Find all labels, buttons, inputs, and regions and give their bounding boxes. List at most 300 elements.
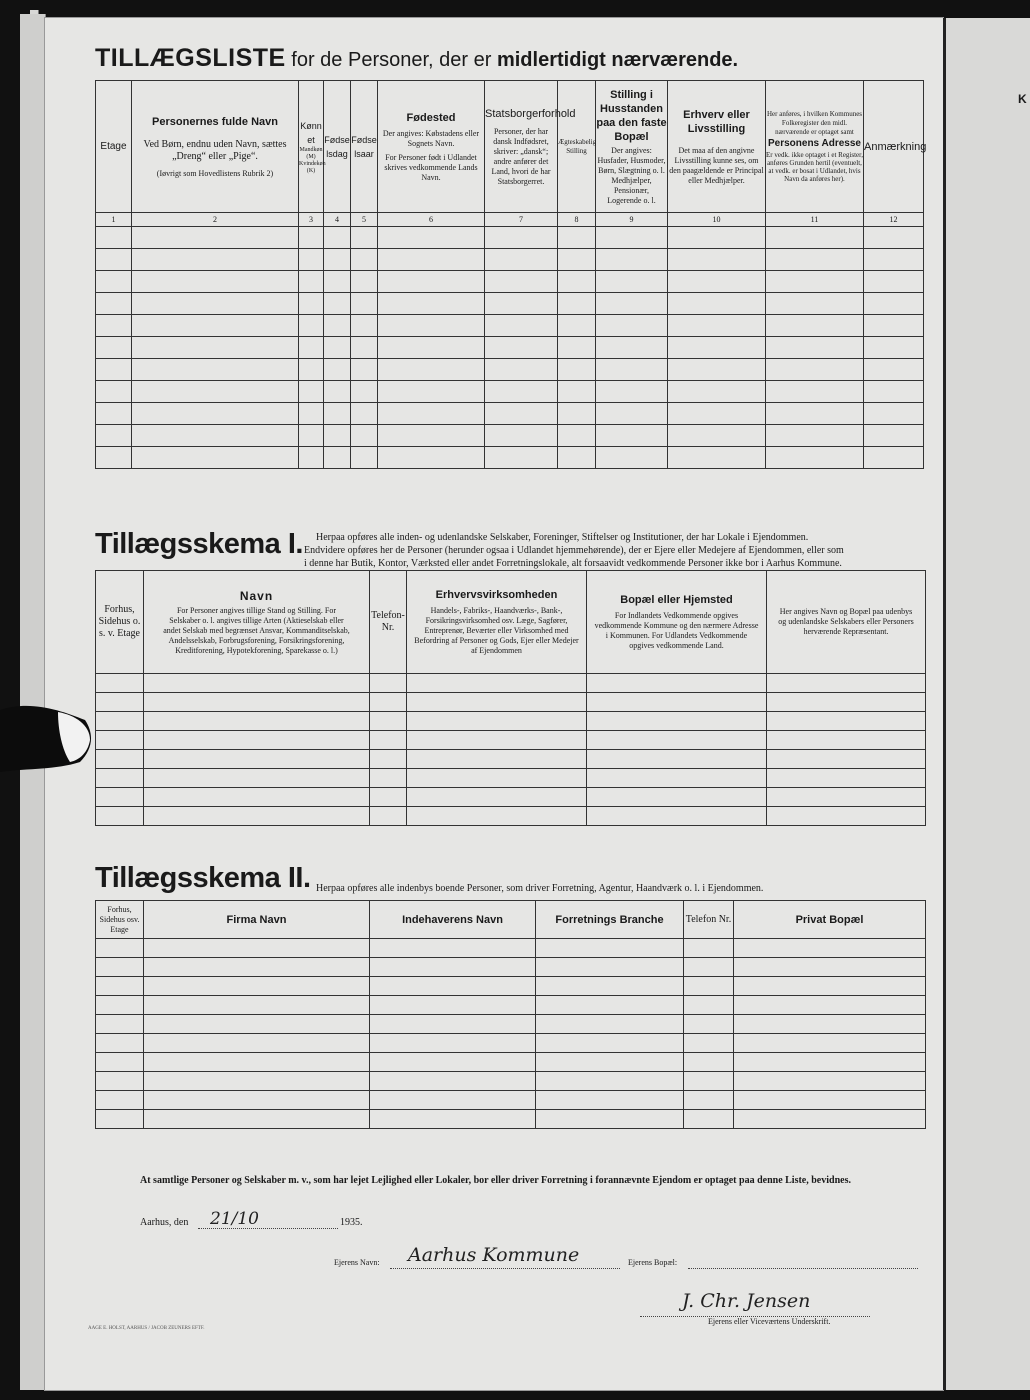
s2-col-etage: Forhus, Sidehus osv. Etage: [96, 901, 144, 939]
table-cell[interactable]: [96, 996, 144, 1015]
table-cell[interactable]: [596, 381, 668, 403]
table-cell[interactable]: [96, 293, 132, 315]
table-cell[interactable]: [864, 249, 924, 271]
table-cell[interactable]: [96, 712, 144, 731]
table-cell[interactable]: [96, 1110, 144, 1129]
table-cell[interactable]: [370, 1072, 536, 1091]
owner-name-label: Ejerens Navn:: [334, 1258, 380, 1267]
column-number: 4: [324, 213, 351, 227]
table-cell[interactable]: [144, 1072, 370, 1091]
table-cell[interactable]: [536, 1053, 684, 1072]
table-cell[interactable]: [132, 271, 299, 293]
table-cell[interactable]: [324, 425, 351, 447]
table-cell[interactable]: [299, 249, 324, 271]
table-cell[interactable]: [96, 731, 144, 750]
table-cell[interactable]: [370, 1053, 536, 1072]
table-cell[interactable]: [351, 381, 378, 403]
table-cell[interactable]: [734, 939, 926, 958]
table-cell[interactable]: [536, 939, 684, 958]
table-cell[interactable]: [96, 1053, 144, 1072]
table-cell[interactable]: [668, 271, 766, 293]
table-cell[interactable]: [351, 315, 378, 337]
table-cell[interactable]: [734, 977, 926, 996]
table-cell[interactable]: [132, 249, 299, 271]
table-cell[interactable]: [378, 381, 485, 403]
table-cell[interactable]: [96, 769, 144, 788]
table-cell[interactable]: [596, 359, 668, 381]
table-cell[interactable]: [668, 227, 766, 249]
col-household: Stilling i Husstanden paa den faste Bopæl Der angives: Husfader, Husmoder, Børn, Slægtning o. l. Medhjælper, Pensionær, Logerende o. l.: [596, 81, 668, 213]
table-cell[interactable]: [324, 315, 351, 337]
table-row: [96, 1110, 926, 1129]
table-cell[interactable]: [734, 1053, 926, 1072]
table-cell[interactable]: [96, 1072, 144, 1091]
table-cell[interactable]: [144, 1053, 370, 1072]
table-cell[interactable]: [558, 249, 596, 271]
table-cell[interactable]: [766, 403, 864, 425]
table-cell[interactable]: [378, 403, 485, 425]
table-cell[interactable]: [324, 447, 351, 469]
table-cell[interactable]: [144, 996, 370, 1015]
place-label: Aarhus, den: [140, 1217, 189, 1228]
table-cell[interactable]: [378, 337, 485, 359]
table-cell[interactable]: [407, 788, 587, 807]
table-cell[interactable]: [864, 447, 924, 469]
year-label: 1935.: [340, 1217, 363, 1228]
table-cell[interactable]: [587, 769, 767, 788]
table-cell[interactable]: [536, 977, 684, 996]
table-cell[interactable]: [668, 425, 766, 447]
table-cell[interactable]: [407, 807, 587, 826]
table-cell[interactable]: [144, 731, 370, 750]
table-cell[interactable]: [485, 403, 558, 425]
table-row: [96, 337, 924, 359]
table-cell[interactable]: [378, 271, 485, 293]
table-cell[interactable]: [864, 315, 924, 337]
col-citizenship: Statsborgerforhold Personer, der har dansk Indfødsret, skriver: „dansk“; andre anfører det Land, hvori de har Statsborgerret.: [485, 81, 558, 213]
table-row: [96, 958, 926, 977]
table-cell[interactable]: [96, 674, 144, 693]
table-cell[interactable]: [684, 1034, 734, 1053]
table-cell[interactable]: [485, 227, 558, 249]
table-cell[interactable]: [144, 1110, 370, 1129]
table-cell[interactable]: [132, 337, 299, 359]
col-birthplace: Fødested Der angives: Købstadens eller Sognets Navn. For Personer født i Udlandet skrives vedkommende Lands Navn.: [378, 81, 485, 213]
table-cell[interactable]: [485, 447, 558, 469]
title-emphasis: midlertidigt nærværende.: [496, 49, 739, 71]
table-cell[interactable]: [485, 425, 558, 447]
skema2-title: Tillægsskema II.: [95, 862, 311, 894]
table-cell[interactable]: [587, 750, 767, 769]
table-cell[interactable]: [144, 788, 370, 807]
table-cell[interactable]: [536, 958, 684, 977]
table-cell[interactable]: [96, 425, 132, 447]
table-cell[interactable]: [378, 447, 485, 469]
attestation-statement: At samtlige Personer og Selskaber m. v., som har lejet Lejlighed eller Lokaler, bor eller driver Forretning i forannævnte Ejendom er optaget paa denne Liste, bevidnes.: [140, 1175, 851, 1186]
table-cell[interactable]: [767, 807, 926, 826]
facing-page: [946, 18, 1030, 1390]
table-cell[interactable]: [485, 315, 558, 337]
table-cell[interactable]: [766, 359, 864, 381]
table-cell[interactable]: [684, 939, 734, 958]
table-cell[interactable]: [766, 381, 864, 403]
table-cell[interactable]: [378, 249, 485, 271]
table-cell[interactable]: [96, 939, 144, 958]
table-cell[interactable]: [299, 271, 324, 293]
table-cell[interactable]: [351, 293, 378, 315]
table-cell[interactable]: [536, 1091, 684, 1110]
table-cell[interactable]: [596, 315, 668, 337]
table-cell[interactable]: [370, 996, 536, 1015]
table-cell[interactable]: [766, 227, 864, 249]
table-cell[interactable]: [668, 381, 766, 403]
table-row: [96, 807, 926, 826]
page-title: [95, 44, 895, 73]
table-cell[interactable]: [864, 227, 924, 249]
table-cell[interactable]: [324, 271, 351, 293]
table-cell[interactable]: [684, 1015, 734, 1034]
table-cell[interactable]: [767, 674, 926, 693]
column-number: 2: [132, 213, 299, 227]
table-cell[interactable]: [596, 403, 668, 425]
table-cell[interactable]: [324, 381, 351, 403]
table-cell[interactable]: [766, 337, 864, 359]
table-cell[interactable]: [324, 359, 351, 381]
table-cell[interactable]: [351, 359, 378, 381]
table-cell[interactable]: [596, 249, 668, 271]
table-row: [96, 674, 926, 693]
table-cell[interactable]: [864, 359, 924, 381]
table-cell[interactable]: [596, 293, 668, 315]
table-cell[interactable]: [96, 337, 132, 359]
table-cell[interactable]: [407, 712, 587, 731]
table-cell[interactable]: [668, 359, 766, 381]
owner-name-handwritten: Aarhus Kommune: [408, 1244, 580, 1266]
table-cell[interactable]: [132, 293, 299, 315]
table-cell[interactable]: [734, 996, 926, 1015]
table-cell[interactable]: [596, 425, 668, 447]
table-cell[interactable]: [96, 381, 132, 403]
table-cell[interactable]: [370, 712, 407, 731]
table-cell[interactable]: [132, 381, 299, 403]
table-row: [96, 769, 926, 788]
table-cell[interactable]: [587, 674, 767, 693]
table-cell[interactable]: [96, 1015, 144, 1034]
table-cell[interactable]: [596, 447, 668, 469]
table-cell[interactable]: [766, 447, 864, 469]
table-cell[interactable]: [684, 958, 734, 977]
table-cell[interactable]: [407, 674, 587, 693]
s1-col-phone: Telefon-Nr.: [370, 571, 407, 674]
table-cell[interactable]: [299, 227, 324, 249]
table-cell[interactable]: [96, 693, 144, 712]
title-main: TILLÆGSLISTE: [95, 44, 286, 72]
thumb-image: [0, 690, 92, 810]
table-cell[interactable]: [370, 788, 407, 807]
table-cell[interactable]: [378, 359, 485, 381]
table-cell[interactable]: [370, 731, 407, 750]
table-cell[interactable]: [299, 293, 324, 315]
table-cell[interactable]: [407, 693, 587, 712]
table-cell[interactable]: [536, 1015, 684, 1034]
table-cell[interactable]: [407, 750, 587, 769]
table-row: [96, 750, 926, 769]
table-cell[interactable]: [485, 337, 558, 359]
table-cell[interactable]: [587, 807, 767, 826]
table-cell[interactable]: [378, 293, 485, 315]
table-cell[interactable]: [536, 1034, 684, 1053]
table-row: [96, 381, 924, 403]
table-cell[interactable]: [324, 227, 351, 249]
table-row: [96, 1034, 926, 1053]
table-cell[interactable]: [596, 227, 668, 249]
table-cell[interactable]: [370, 977, 536, 996]
table-cell[interactable]: [767, 731, 926, 750]
table-cell[interactable]: [324, 293, 351, 315]
table-cell[interactable]: [370, 750, 407, 769]
table-cell[interactable]: [766, 293, 864, 315]
table-cell[interactable]: [766, 249, 864, 271]
table-cell[interactable]: [407, 769, 587, 788]
table-cell[interactable]: [370, 807, 407, 826]
table-cell[interactable]: [96, 447, 132, 469]
skema1-header-row: [96, 571, 926, 674]
table-cell[interactable]: [132, 447, 299, 469]
table-cell[interactable]: [767, 693, 926, 712]
table-cell[interactable]: [596, 271, 668, 293]
table-cell[interactable]: [144, 807, 370, 826]
table-row: [96, 939, 926, 958]
table-cell[interactable]: [734, 958, 926, 977]
col-address: Her anføres, i hvilken Kommunes Folkeregister den midl. nærværende er optaget samt Personens Adresse Er vedk. ikke optaget i et Register, anføres Grunden hertil (eventuelt, at vedk. er bosat i Udlandet, hvis Navn da anføres her).: [766, 81, 864, 213]
table-row: [96, 403, 924, 425]
table-cell[interactable]: [485, 271, 558, 293]
table-cell[interactable]: [766, 271, 864, 293]
table-cell[interactable]: [378, 425, 485, 447]
table-cell[interactable]: [668, 315, 766, 337]
table-cell[interactable]: [96, 807, 144, 826]
table-cell[interactable]: [536, 1072, 684, 1091]
table-cell[interactable]: [766, 425, 864, 447]
main-header-row: [96, 81, 924, 213]
table-cell[interactable]: [324, 337, 351, 359]
table-cell[interactable]: [864, 425, 924, 447]
table-cell[interactable]: [144, 674, 370, 693]
table-cell[interactable]: [370, 1110, 536, 1129]
table-cell[interactable]: [558, 425, 596, 447]
table-cell[interactable]: [351, 447, 378, 469]
table-cell[interactable]: [351, 425, 378, 447]
s1-col-residence: Bopæl eller Hjemsted For Indlandets Vedkommende opgives vedkommende Kommune og den nærmere Adresse i Kommunen. For Udlandets Vedkommende opgives vedkommende Land.: [587, 571, 767, 674]
table-cell[interactable]: [587, 712, 767, 731]
table-cell[interactable]: [767, 769, 926, 788]
table-cell[interactable]: [132, 315, 299, 337]
table-cell[interactable]: [96, 977, 144, 996]
table-cell[interactable]: [684, 1053, 734, 1072]
column-number: 12: [864, 213, 924, 227]
table-cell[interactable]: [864, 293, 924, 315]
table-cell[interactable]: [96, 788, 144, 807]
table-cell[interactable]: [684, 1072, 734, 1091]
table-cell[interactable]: [668, 403, 766, 425]
table-cell[interactable]: [766, 315, 864, 337]
table-cell[interactable]: [132, 227, 299, 249]
table-cell[interactable]: [324, 249, 351, 271]
table-cell[interactable]: [370, 1091, 536, 1110]
table-cell[interactable]: [351, 249, 378, 271]
table-cell[interactable]: [96, 403, 132, 425]
table-cell[interactable]: [558, 403, 596, 425]
table-cell[interactable]: [485, 249, 558, 271]
skema2-description: Herpaa opføres alle indenbys boende Personer, som driver Forretning, Agentur, Haandværk o. l. i Ejendommen.: [316, 883, 764, 894]
table-cell[interactable]: [378, 227, 485, 249]
table-cell[interactable]: [684, 1110, 734, 1129]
table-cell[interactable]: [96, 359, 132, 381]
table-cell[interactable]: [299, 337, 324, 359]
table-cell[interactable]: [558, 337, 596, 359]
table-cell[interactable]: [558, 271, 596, 293]
table-cell[interactable]: [485, 293, 558, 315]
table-cell[interactable]: [587, 788, 767, 807]
table-cell[interactable]: [596, 337, 668, 359]
table-cell[interactable]: [351, 337, 378, 359]
table-cell[interactable]: [485, 381, 558, 403]
table-cell[interactable]: [144, 1091, 370, 1110]
table-cell[interactable]: [587, 731, 767, 750]
table-cell[interactable]: [767, 788, 926, 807]
skema1-text-line: Endvidere opføres her de Personer (herunder ogsaa i Udlandet hjemmehørende), der er Ejere eller Medejere af Ejendommen, eller som: [304, 545, 844, 556]
table-cell[interactable]: [558, 315, 596, 337]
table-cell[interactable]: [96, 750, 144, 769]
table-row: [96, 788, 926, 807]
table-cell[interactable]: [734, 1091, 926, 1110]
s2-col-private: Privat Bopæl: [734, 901, 926, 939]
table-cell[interactable]: [144, 958, 370, 977]
table-cell[interactable]: [299, 403, 324, 425]
table-cell[interactable]: [767, 750, 926, 769]
table-cell[interactable]: [558, 381, 596, 403]
table-cell[interactable]: [299, 447, 324, 469]
table-cell[interactable]: [144, 1015, 370, 1034]
table-cell[interactable]: [485, 359, 558, 381]
table-cell[interactable]: [558, 227, 596, 249]
table-cell[interactable]: [96, 227, 132, 249]
column-number: 1: [96, 213, 132, 227]
table-cell[interactable]: [734, 1034, 926, 1053]
s1-col-business: Erhvervsvirksomheden Handels-, Fabriks-, Haandværks-, Bank-, Forsikringsvirksomhed osv. Læge, Sagfører, Entreprenør, Beværter eller Virksomhed med Befordring af Personer og Gods, Ejer eller Medejer af Ejendommen: [407, 571, 587, 674]
col-birthday: Fødselsdag: [324, 81, 351, 213]
table-cell[interactable]: [144, 750, 370, 769]
table-cell[interactable]: [96, 1034, 144, 1053]
table-cell[interactable]: [668, 249, 766, 271]
table-cell[interactable]: [536, 996, 684, 1015]
table-cell[interactable]: [351, 403, 378, 425]
table-cell[interactable]: [684, 1091, 734, 1110]
table-cell[interactable]: [370, 693, 407, 712]
table-cell[interactable]: [407, 731, 587, 750]
printer-mark: AAGE E. HOLST, AARHUS / JACOB ZEUNERS EFTF.: [88, 1326, 205, 1331]
table-cell[interactable]: [351, 227, 378, 249]
table-cell[interactable]: [132, 359, 299, 381]
table-cell[interactable]: [558, 359, 596, 381]
table-cell[interactable]: [324, 403, 351, 425]
table-cell[interactable]: [144, 1034, 370, 1053]
table-cell[interactable]: [558, 293, 596, 315]
table-row: [96, 731, 926, 750]
s1-col-representative: Her angives Navn og Bopæl paa udenbys og udenlandske Selskabers eller Personers herværende Repræsentant.: [767, 571, 926, 674]
skema1-description: [304, 531, 926, 570]
table-cell[interactable]: [370, 1015, 536, 1034]
table-cell[interactable]: [144, 977, 370, 996]
table-cell[interactable]: [132, 403, 299, 425]
table-cell[interactable]: [684, 977, 734, 996]
table-cell[interactable]: [370, 769, 407, 788]
table-cell[interactable]: [378, 315, 485, 337]
table-cell[interactable]: [144, 769, 370, 788]
table-cell[interactable]: [668, 293, 766, 315]
table-cell[interactable]: [96, 271, 132, 293]
table-cell[interactable]: [299, 315, 324, 337]
table-cell[interactable]: [144, 939, 370, 958]
table-cell[interactable]: [96, 1091, 144, 1110]
table-cell[interactable]: [734, 1015, 926, 1034]
table-cell[interactable]: [96, 958, 144, 977]
table-row: [96, 249, 924, 271]
table-cell[interactable]: [587, 693, 767, 712]
skema1-text-line: Herpaa opføres alle inden- og udenlandske Selskaber, Foreninger, Stiftelser og Institutioner, der har Lokale i Ejendommen.: [316, 532, 809, 543]
table-row: [96, 359, 924, 381]
table-cell[interactable]: [299, 359, 324, 381]
table-cell[interactable]: [132, 425, 299, 447]
table-cell[interactable]: [734, 1110, 926, 1129]
skema1-table-body: [96, 674, 926, 826]
table-cell[interactable]: [144, 712, 370, 731]
column-number: 10: [668, 213, 766, 227]
table-cell[interactable]: [864, 337, 924, 359]
table-cell[interactable]: [864, 381, 924, 403]
table-cell[interactable]: [767, 712, 926, 731]
skema1-title: Tillægsskema I.: [95, 528, 303, 560]
col-gender: Kønnet Mandkøn (M) Kvindekøn (K): [299, 81, 324, 213]
column-number-row: [96, 213, 924, 227]
table-cell[interactable]: [864, 271, 924, 293]
column-number: 9: [596, 213, 668, 227]
table-cell[interactable]: [299, 381, 324, 403]
table-cell[interactable]: [299, 425, 324, 447]
table-cell[interactable]: [351, 271, 378, 293]
table-cell[interactable]: [668, 447, 766, 469]
table-cell[interactable]: [734, 1072, 926, 1091]
table-cell[interactable]: [668, 337, 766, 359]
title-middle: for de Personer, der er: [285, 49, 497, 71]
skema2-table: [95, 900, 926, 1129]
signature-label: Ejerens eller Viceværtens Underskrift.: [708, 1317, 831, 1326]
table-cell[interactable]: [370, 939, 536, 958]
table-cell[interactable]: [370, 958, 536, 977]
table-row: [96, 1015, 926, 1034]
table-cell[interactable]: [144, 693, 370, 712]
table-row: [96, 227, 924, 249]
table-cell[interactable]: [536, 1110, 684, 1129]
table-cell[interactable]: [864, 403, 924, 425]
table-row: [96, 977, 926, 996]
table-cell[interactable]: [96, 315, 132, 337]
table-cell[interactable]: [684, 996, 734, 1015]
table-cell[interactable]: [96, 249, 132, 271]
table-cell[interactable]: [370, 1034, 536, 1053]
table-cell[interactable]: [558, 447, 596, 469]
table-cell[interactable]: [370, 674, 407, 693]
